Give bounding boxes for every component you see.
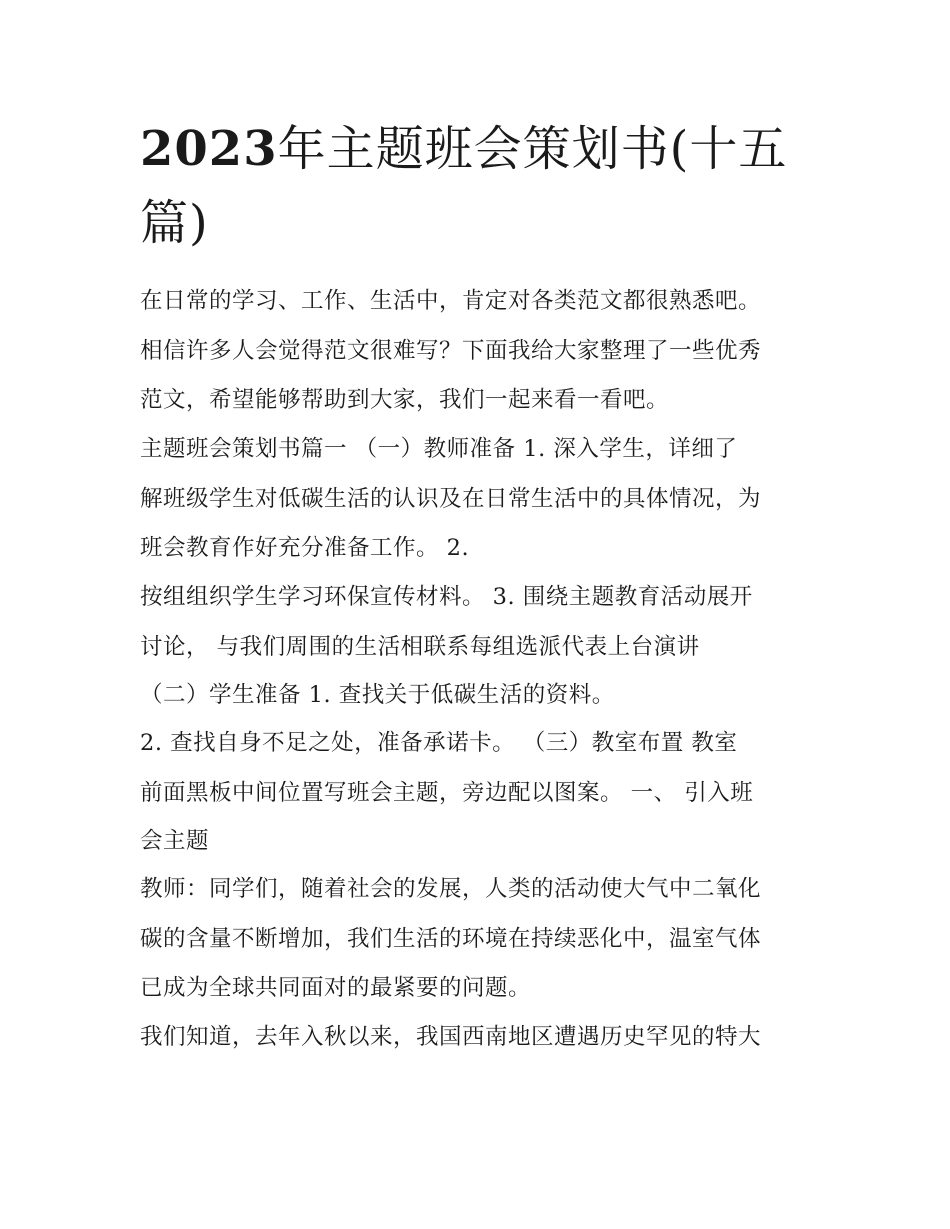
body-line: 班会教育作好充分准备工作。 2. xyxy=(140,535,470,561)
document-title xyxy=(140,112,820,260)
body-line: 我们知道，去年入秋以来，我国西南地区遭遇历史罕见的特大 xyxy=(140,1024,762,1050)
body-line: 相信许多人会觉得范文很难写？下面我给大家整理了一些优秀 xyxy=(140,338,762,364)
title-year: 2023 xyxy=(140,121,278,177)
title-line2-text: 篇) xyxy=(140,195,209,251)
body-line: （二）学生准备 1. 查找关于低碳生活的资料。 xyxy=(140,682,615,708)
body-line: 在日常的学习、工作、生活中，肯定对各类范文都很熟悉吧。 xyxy=(140,288,762,314)
document-body xyxy=(140,276,820,1062)
body-line: 已成为全球共同面对的最紧要的问题。 xyxy=(140,975,532,1001)
body-line: 主题班会策划书篇一 （一）教师准备 1. 深入学生，详细了 xyxy=(140,436,738,462)
body-line: 2. 查找自身不足之处，准备承诺卡。 （三）教室布置 教室 xyxy=(140,730,738,756)
body-line: 按组组织学生学习环保宣传材料。 3. 围绕主题教育活动展开 xyxy=(140,584,753,610)
body-line: 前面黑板中间位置写班会主题，旁边配以图案。 一、 引入班 xyxy=(140,780,754,806)
body-line: 会主题 xyxy=(140,828,210,854)
body-line: 碳的含量不断增加，我们生活的环境在持续恶化中，温室气体 xyxy=(140,926,762,952)
body-line: 范文，希望能够帮助到大家，我们一起来看一看吧。 xyxy=(140,387,670,413)
body-line: 解班级学生对低碳生活的认识及在日常生活中的具体情况，为 xyxy=(140,486,762,512)
body-line: 教师：同学们，随着社会的发展，人类的活动使大气中二氧化 xyxy=(140,876,762,902)
title-line1-text: 年主题班会策划书(十五 xyxy=(277,121,788,177)
body-line: 讨论， 与我们周围的生活相联系每组选派代表上台演讲 xyxy=(140,634,700,660)
